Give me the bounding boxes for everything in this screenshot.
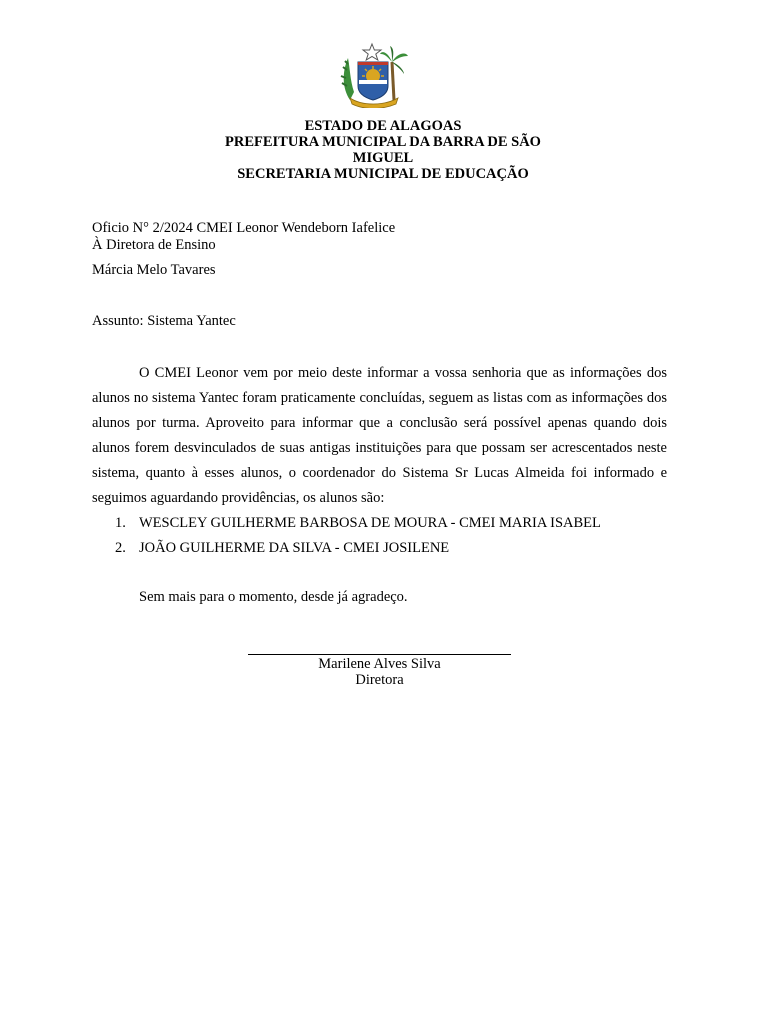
list-item-text: WESCLEY GUILHERME BARBOSA DE MOURA - CMEI MARIA ISABEL [139,515,601,531]
body-paragraph: O CMEI Leonor vem por meio deste informar a vossa senhoria que as informações dos alunos no sistema Yantec foram praticamente concluídas, seguem as listas com as informações dos alunos por turma. Aproveito para informar que a conclusão será possível apenas quando dois alunos forem desvinculados de suas antigas instituições para que possam ser acrescentados neste sistema, quanto à esses alunos, o coordenador do Sistema Sr Lucas Almeida foi informado e seguimos aguardando providências, os alunos são: [92,365,667,506]
header-state: ESTADO DE ALAGOAS [304,118,462,134]
signature-block [248,656,511,688]
recipient-name: Márcia Melo Tavares [92,262,216,278]
recipient-title: À Diretora de Ensino [92,237,216,253]
header-secretariat: SECRETARIA MUNICIPAL DE EDUCAÇÃO [237,166,529,182]
subject-line: Assunto: Sistema Yantec [92,313,236,329]
list-item-number: 2. [115,540,126,556]
signatory-name: Marilene Alves Silva [318,656,441,672]
student-list [92,511,667,561]
list-item [92,511,667,536]
header-prefecture: PREFEITURA MUNICIPAL DA BARRA DE SÃO [225,134,541,150]
signatory-role: Diretora [355,672,404,688]
header-prefecture-cont: MIGUEL [352,150,414,166]
list-item-number: 1. [115,515,126,531]
closing-sentence: Sem mais para o momento, desde já agradeço. [139,589,408,605]
list-item-text: JOÃO GUILHERME DA SILVA - CMEI JOSILENE [139,540,450,556]
list-item [92,536,667,561]
oficio-number: Oficio N° 2/2024 CMEI Leonor Wendeborn Iafelice [92,220,396,236]
signature-line [248,654,511,655]
coat-of-arms-icon [338,42,410,108]
letterhead [150,118,616,182]
